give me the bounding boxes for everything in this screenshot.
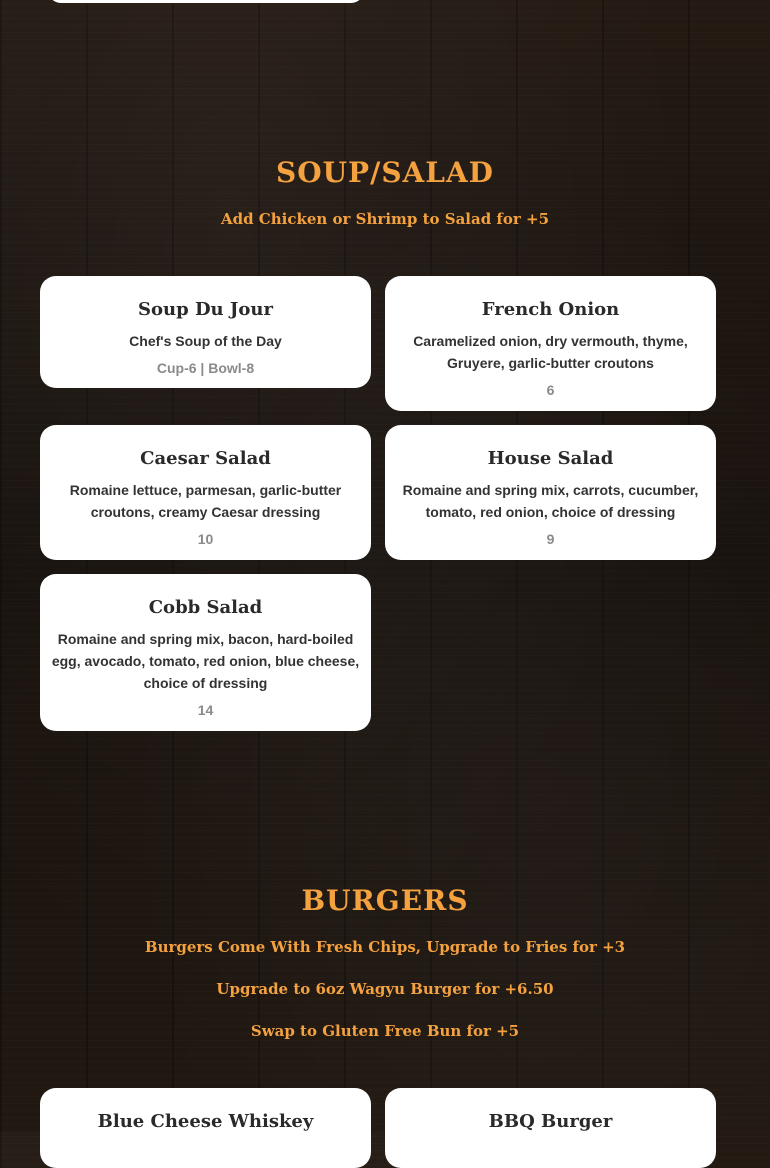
menu-item-name: French Onion [481, 299, 620, 320]
menu-item-description: Chef's Soup of the Day [129, 333, 282, 349]
menu-item-name: Soup Du Jour [138, 299, 273, 320]
menu-item-card-house-salad[interactable] [385, 425, 716, 560]
menu-item-card-cobb-salad[interactable] [40, 574, 371, 731]
menu-item-price: 6 [546, 382, 555, 398]
previous-menu-card-edge [48, 0, 364, 3]
menu-item-name: House Salad [487, 448, 614, 469]
menu-item-price: Cup-6 | Bowl-8 [156, 360, 255, 376]
menu-item-description: Romaine and spring mix, carrots, cucumber, tomato, red onion, choice of dressing [402, 482, 699, 520]
soup-salad-note: Add Chicken or Shrimp to Salad for +5 [220, 210, 550, 228]
menu-item-description: Romaine and spring mix, bacon, hard-boiled egg, avocado, tomato, red onion, blue cheese, choice of dressing [51, 631, 360, 691]
menu-item-name: Caesar Salad [140, 448, 271, 469]
menu-item-description: Caramelized onion, dry vermouth, thyme, Gruyere, garlic-butter croutons [413, 333, 688, 371]
menu-item-price: 14 [197, 702, 214, 718]
menu-item-card-soup-du-jour[interactable] [40, 276, 371, 388]
menu-item-card-french-onion[interactable] [385, 276, 716, 411]
menu-item-description: Romaine lettuce, parmesan, garlic-butter croutons, creamy Caesar dressing [69, 482, 342, 520]
menu-item-price: 9 [546, 531, 555, 547]
burgers-note-wagyu: Upgrade to 6oz Wagyu Burger for +6.50 [216, 980, 554, 998]
menu-item-card-bbq-burger[interactable] [385, 1088, 716, 1168]
burgers-note-fries: Burgers Come With Fresh Chips, Upgrade to Fries for +3 [144, 938, 626, 956]
menu-item-price: 10 [197, 531, 214, 547]
menu-item-card-caesar-salad[interactable] [40, 425, 371, 560]
menu-item-name: Blue Cheese Whiskey [97, 1111, 314, 1132]
menu-item-name: BBQ Burger [488, 1111, 613, 1132]
menu-item-card-blue-cheese-whiskey[interactable] [40, 1088, 371, 1168]
soup-salad-section-title: SOUP/SALAD [276, 156, 494, 189]
burgers-section-title: BURGERS [301, 884, 469, 917]
menu-item-name: Cobb Salad [148, 597, 263, 618]
burgers-note-gluten-free: Swap to Gluten Free Bun for +5 [250, 1022, 520, 1040]
